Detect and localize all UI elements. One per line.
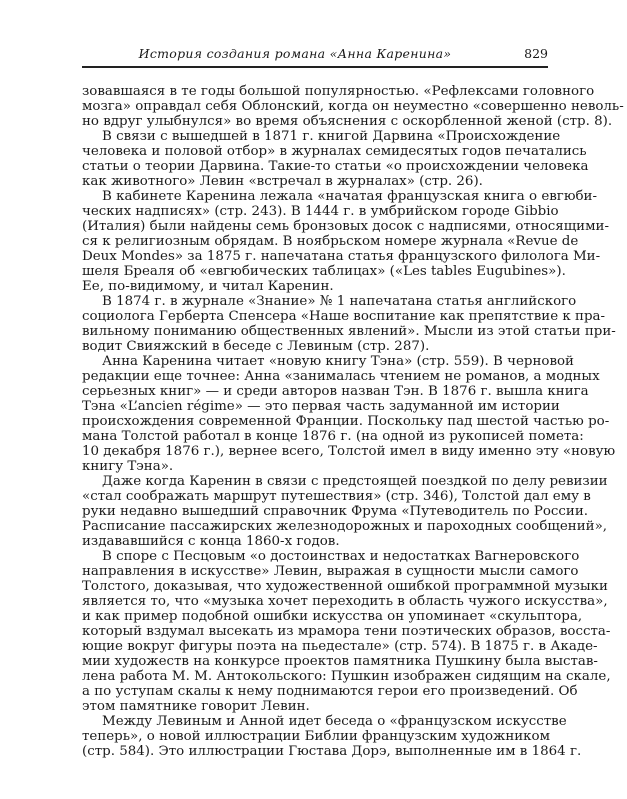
text-line: Анна Каренина читает «новую книгу Тэна» (стр. 559). В черновой (102, 354, 574, 369)
text-line: книгу Тэна». (82, 459, 174, 474)
text-line: Расписание пассажирских железнодорожных и пароходных сообщений», (82, 519, 608, 534)
text-line: а по уступам скалы к нему поднимаются герои его произведений. Об (82, 684, 578, 699)
text-line: 10 декабря 1876 г.), вернее всего, Толстой имел в виду именно эту «новую (82, 444, 616, 459)
paragraph (82, 189, 609, 294)
text-line: статьи о теории Дарвина. Такие-то статьи «о происхождении человека (82, 159, 589, 174)
text-line: ся к религиозным обрядам. В ноябрьском номере журнала «Revue de (82, 234, 579, 249)
text-line: теперь», о новой иллюстрации Библии французским художником (82, 729, 551, 744)
text-line: направления в искусстве» Левин, выражая в сущности мысли самого (82, 564, 579, 579)
text-line: который вздумал высекать из мрамора тени поэтических образов, восста- (82, 624, 611, 639)
text-line: этом памятнике говорит Левин. (82, 699, 310, 714)
text-line: происхождения современной Франции. Поскольку пад шестой частью ро- (82, 414, 610, 429)
text-line: ческих надписях» (стр. 243). В 1444 г. в умбрийском городе Gibbio (82, 204, 559, 219)
page-number: 829 (524, 46, 548, 61)
text-line: является то, что «музыка хочет переходить в область чужого искусства», (82, 594, 608, 609)
text-line: В 1874 г. в журнале «Знание» № 1 напечатана статья английского (102, 294, 577, 309)
text-line: шеля Бреаля об «евгюбических таблицах» («Les tables Eugubines»). (82, 264, 566, 279)
paragraph (82, 84, 624, 129)
text-line: вильному пониманию общественных явлений». Мысли из этой статьи при- (82, 324, 616, 339)
text-line: как животного» Левин «встречал в журналах» (стр. 26). (82, 174, 483, 189)
text-line: «стал соображать маршрут путешествия» (стр. 346), Толстой дал ему в (82, 489, 591, 504)
text-line: Между Левиным и Анной идет беседа о «французском искусстве (102, 714, 567, 729)
text-line: издававшийся с конца 1860-х годов. (82, 534, 340, 549)
text-line: (стр. 584). Это иллюстрации Гюстава Дорэ, выполненные им в 1864 г. (82, 744, 582, 759)
paragraph (82, 474, 608, 549)
text-line: зовавшаяся в те годы большой популярностью. «Рефлексами головного (82, 84, 595, 99)
text-line: серьезных книг» — и среди авторов назван Тэн. В 1876 г. вышла книга (82, 384, 589, 399)
text-line: человека и половой отбор» в журналах семидесятых годов печатались (82, 144, 587, 159)
text-line: лена работа М. М. Антокольского: Пушкин изображен сидящим на скале, (82, 669, 611, 684)
text-line: В связи с вышедшей в 1871 г. книгой Дарвина «Происхождение (102, 129, 561, 144)
text-line: мозга» оправдал себя Облонский, когда он неуместно «совершенно неволь- (82, 99, 624, 114)
text-line: но вдруг улыбнулся» во время объяснения с оскорбленной женой (стр. 8). (82, 114, 613, 129)
text-line: Толстого, доказывая, что художественной ошибкой программной музыки (82, 579, 608, 594)
text-line: (Италия) были найдены семь бронзовых досок с надписями, относящими- (82, 219, 609, 234)
paragraph (82, 354, 616, 474)
text-line: водит Свияжский в беседе с Левиным (стр. 287). (82, 339, 430, 354)
text-line: Даже когда Каренин в связи с предстоящей поездкой по делу ревизии (102, 474, 608, 489)
running-title: История создания романа «Анна Каренина» (138, 46, 452, 61)
text-line: руки недавно вышедший справочник Фрума «Путеводитель по России. (82, 504, 589, 519)
text-line: и как пример подобной ошибки искусства он упоминает «скульптора, (82, 609, 583, 624)
header-rule (82, 66, 548, 68)
text-line: В кабинете Каренина лежала «начатая французская книга о евгюби- (102, 189, 597, 204)
paragraph (82, 294, 616, 354)
text-line: редакции еще точнее: Анна «занималась чтением не романов, а модных (82, 369, 600, 384)
paragraph (82, 129, 589, 189)
text-line: мии художеств на конкурсе проектов памятника Пушкину была выстав- (82, 654, 598, 669)
text-line: Ее, по-видимому, и читал Каренин. (82, 279, 334, 294)
text-line: мана Толстой работал в конце 1876 г. (на одной из рукописей помета: (82, 429, 584, 444)
text-line: Тэна «L’ancien régime» — это первая часть задуманной им истории (82, 399, 560, 414)
text-line: ющие вокруг фигуры поэта на пьедестале» (стр. 574). В 1875 г. в Акаде- (82, 639, 598, 654)
paragraph (82, 714, 582, 759)
paragraph (82, 549, 611, 714)
text-line: В споре с Песцовым «о достоинствах и недостатках Вагнеровского (102, 549, 580, 564)
running-header (82, 46, 548, 64)
body-text (82, 84, 624, 759)
text-line: Deux Mondes» за 1875 г. напечатана статья французского филолога Ми- (82, 249, 601, 264)
text-line: социолога Герберта Спенсера «Наше воспитание как препятствие к пра- (82, 309, 606, 324)
